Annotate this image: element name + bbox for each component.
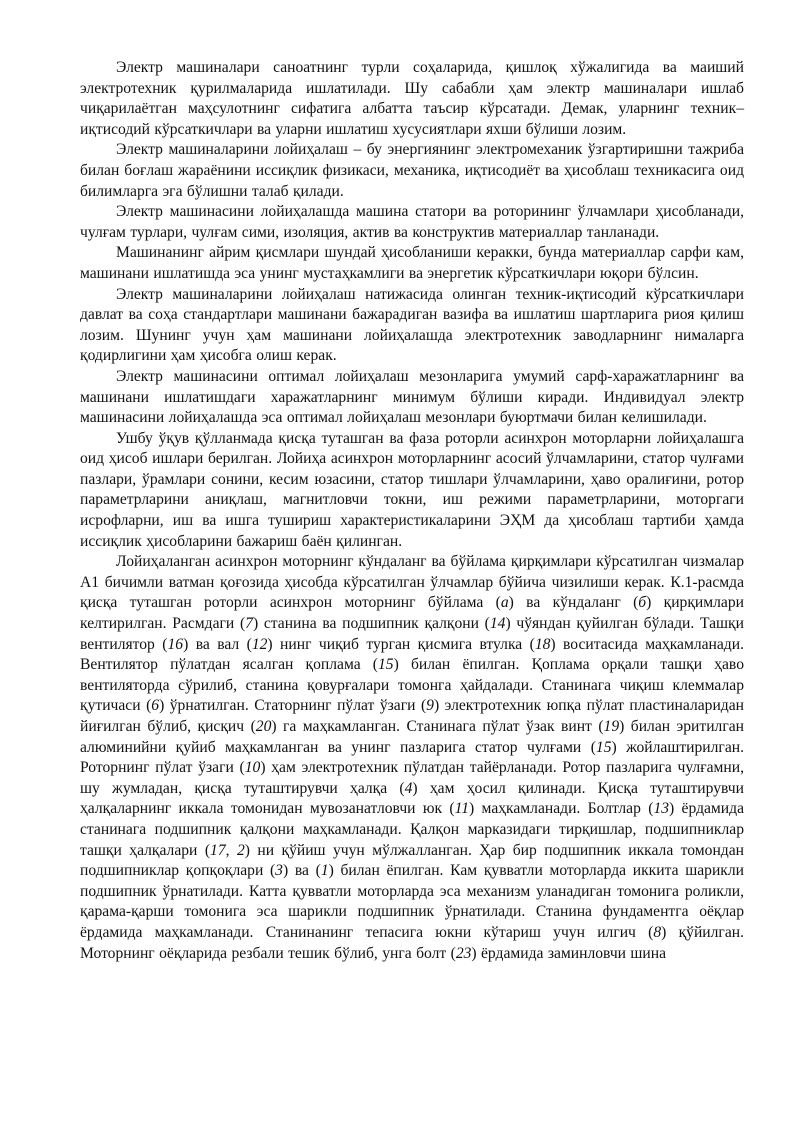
paragraph-intro: Электр машиналари саноатнинг турли соҳаларида, қишлоқ хўжалигида ва маиший электротехник қурилмаларида ишлатилади. Шу сабабли ҳам электр машиналари ишлаб чиқарилаётган маҳсулотнинг сифатига албатта таъсир кўрсатади. Демак, уларнинг техник–иқтисодий кўрсаткичлари ва уларни ишлатиш хусусиятлари яхши бўлиши лозим. — [80, 59, 744, 138]
paragraph-stator-rotor: Электр машинасини лойиҳалашда машина статори ва роторининг ўлчамлари ҳисобланади, чулғам турлари, чулғам сими, изоляция, актив ва конструктив материаллар танланади. — [80, 203, 744, 241]
paragraph-design-definition: Электр машиналарини лойиҳалаш – бу энергиянинг электромеханик ўзгартиришни тажриба билан боғлаш жараёнини иссиқлик физикаси, механика, иқтисодиёт ва ҳисоблаш техникасига оид билимларга эга бўлишни талаб қилади. — [80, 141, 744, 200]
paragraph-optimal-design: Электр машинасини оптимал лойиҳалаш мезонларига умумий сарф-харажатларнинг ва машинани ишлатишдаги харажатларнинг минимум бўлиши киради. Индивидуал электр машинасини лойиҳалашда эса оптимал лойиҳалаш мезонлари буюртмачи билан келишилади. — [80, 367, 744, 427]
paragraph-drawings: Лойиҳаланган асинхрон моторнинг кўндаланг ва бўйлама қирқимлари кўрсатилган чизмалар А1 бичимли ватман қоғозида ҳисобда кўрсатилган ўлчамлар бўйича чизилиши керак. К.1-расмда қисқа туташган роторли асинхрон моторнинг бўйлама (а) ва кўндаланг (б) қирқимлари келтирилган. Расмдаги (7) станина ва подшипник қалқони (14) чўяндан қуйилган бўлади. Ташқи вентилятор (16) ва вал (12) нинг чиқиб турган қисмига втулка (18) воситасида маҳкамланади. Вентилятор пўлатдан ясалган қоплама (15) билан ёпилган. Қоплама орқали ташқи ҳаво вентиляторда сўрилиб, станина қовурғалари томонга ҳайдалади. Станинага чиқиш клеммалар қутичаси (6) ўрнатилган. Статорнинг пўлат ўзаги (9) электротехник юпқа пўлат пластиналаридан йиғилган бўлиб, қисқич (20) га маҳкамланган. Станинага пўлат ўзак винт (19) билан эритилган алюминийни қуйиб маҳкамланган ва унинг пазларига статор чулғами (15) жойлаштирилган. Роторнинг пўлат ўзаги (10) ҳам электротехник пўлатдан тайёрланади. Ротор пазларига чулғамни, шу жумладан, қисқа туташтирувчи ҳалқа (4) ҳам ҳосил қилинади. Қисқа туташтирувчи ҳалқаларнинг иккала томонидан мувозанатловчи юк (11) маҳкамланади. Болтлар (13) ёрдамида станинага подшипник қалқони маҳкамланади. Қалқон марказидаги тирқишлар, подшипниклар ташқи ҳалқалари (17, 2) ни қўйиш учун мўлжалланган. Ҳар бир подшипник иккала томондан подшипниклар қопқоқлари (3) ва (1) билан ёпилган. Кам қувватли моторларда иккита шарикли подшипник ўрнатилади. Катта қувватли моторларда эса механизм уланадиган томонига роликли, қарама-қарши томонига эса шарикли подшипник ўрнатилади. Станина фундаментга оёқлар ёрдамида маҳкамланади. Станинанинг тепасига юкни кўтариш учун илгич (8) қўйилган. Моторнинг оёқларида резбали тешик бўлиб, унга болт (23) ёрдамида заминловчи шина — [80, 553, 744, 962]
paragraph-manual-scope: Ушбу ўқув қўлланмада қисқа туташган ва фаза роторли асинхрон моторларни лойиҳалашга оид ҳисоб ишлари берилган. Лойиҳа асинхрон моторларнинг асосий ўлчамларини, статор чулғами пазлари, ўрамлари сонини, кесим юзасини, статор тишлари ўлчамларини, ҳаво оралиғини, ротор параметрларини аниқлаш, магнитловчи токни, иш режими параметрларини, моторгаги исрофларни, иш ва ишга тушириш характеристикаларини ЭҲМ да ҳисоблаш тартиби ҳамда иссиқлик ҳисобларини бажариш баён қилинган. — [80, 429, 744, 550]
paragraph-materials: Машинанинг айрим қисмлари шундай ҳисобланиши керакки, бунда материаллар сарфи кам, машинани ишлатишда эса унинг мустаҳкамлиги ва энергетик кўрсаткичлари юқори бўлсин. — [80, 244, 744, 282]
paragraph-standards: Электр машиналарини лойиҳалаш натижасида олинган техник-иқтисодий кўрсаткичлари давлат ва соҳа стандартлари машинани бажарадиган вазифа ва ишлатиш шартларига риоя қилиш лозим. Шунинг учун ҳам машинани лойиҳалашда электротехник заводларнинг нималарга қодирлигини ҳам ҳисобга олиш керак. — [80, 285, 744, 365]
